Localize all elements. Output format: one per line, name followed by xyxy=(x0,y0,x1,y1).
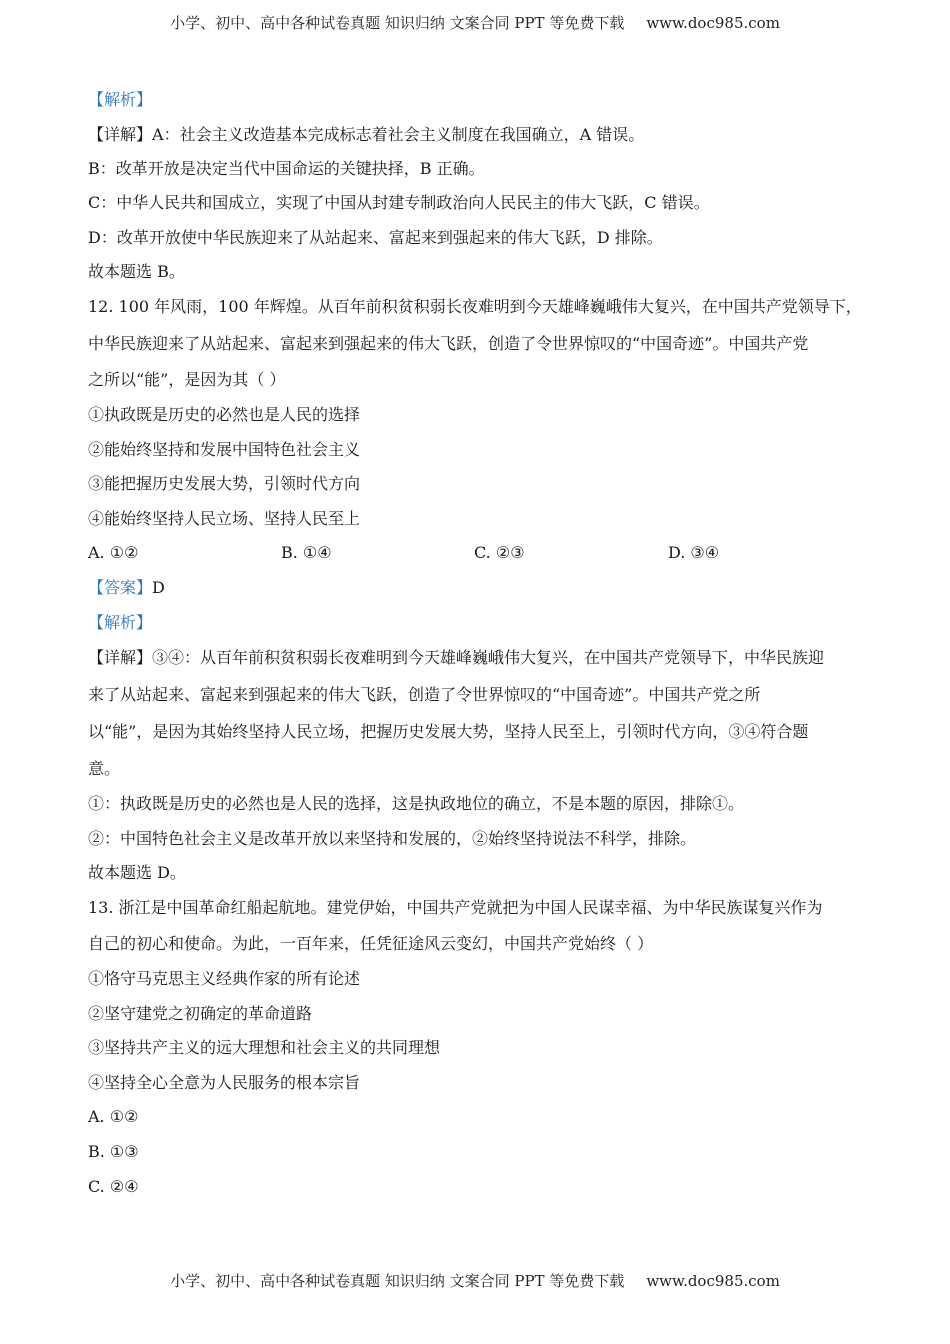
q12-answer xyxy=(88,578,165,598)
jiexi-tag: 【解析】 xyxy=(88,90,153,109)
q13-item-1: ①恪守马克思主义经典作家的所有论述 xyxy=(88,969,361,988)
q13-option-b: B. ①③ xyxy=(88,1142,139,1161)
q12-option-d: D. ③④ xyxy=(668,543,720,562)
q12-conclusion: 故本题选 D。 xyxy=(88,863,186,882)
q12-option-c: C. ②③ xyxy=(474,543,525,562)
q12-item-4: ④能始终坚持人民立场、坚持人民至上 xyxy=(88,509,361,528)
q12-detail-line-6: ②：中国特色社会主义是改革开放以来坚持和发展的，②始终坚持说法不科学，排除。 xyxy=(88,829,697,848)
jiexi-tag: 【解析】 xyxy=(88,613,153,632)
header-site: www.doc985.com xyxy=(646,14,780,32)
q12-detail-line-5: ①：执政既是历史的必然也是人民的选择，这是执政地位的确立，不是本题的原因，排除①。 xyxy=(88,794,745,813)
q12-stem-line-1: 12. 100 年风雨，100 年辉煌。从百年前积贫积弱长夜难明到今天雄峰巍峨伟大复兴，在中国共产党领导下， xyxy=(88,297,862,316)
q11-detail-a xyxy=(88,125,644,145)
answer-tag: 【答案】 xyxy=(88,578,153,597)
q12-detail-line-4: 意。 xyxy=(88,759,121,778)
q12-jiexi-heading xyxy=(88,613,152,633)
footer-site: www.doc985.com xyxy=(646,1272,780,1290)
detail-tag: 【详解】 xyxy=(88,648,153,667)
header-text: 小学、初中、高中各种试卷真题 知识归纳 文案合同 PPT 等免费下载 xyxy=(170,14,625,32)
q12-item-2: ②能始终坚持和发展中国特色社会主义 xyxy=(88,440,361,459)
footer-text: 小学、初中、高中各种试卷真题 知识归纳 文案合同 PPT 等免费下载 xyxy=(170,1272,625,1290)
detail-a-text: A：社会主义改造基本完成标志着社会主义制度在我国确立，A 错误。 xyxy=(152,125,645,144)
q13-option-a: A. ①② xyxy=(88,1107,139,1126)
q12-option-b: B. ①④ xyxy=(281,543,332,562)
q13-stem-line-2: 自己的初心和使命。为此，一百年来，任凭征途风云变幻，中国共产党始终（ ） xyxy=(88,934,654,953)
q12-option-a: A. ①② xyxy=(88,543,139,562)
page-header xyxy=(0,12,950,33)
q12-stem-line-3: 之所以“能”，是因为其（ ） xyxy=(88,370,286,389)
detail-1-text: ③④：从百年前积贫积弱长夜难明到今天雄峰巍峨伟大复兴，在中国共产党领导下，中华民族迎 xyxy=(152,648,825,667)
q11-detail-d: D：改革开放使中华民族迎来了从站起来、富起来到强起来的伟大飞跃，D 排除。 xyxy=(88,228,663,247)
page-footer xyxy=(0,1270,950,1291)
q13-item-4: ④坚持全心全意为人民服务的根本宗旨 xyxy=(88,1073,361,1092)
q11-detail-c: C：中华人民共和国成立，实现了中国从封建专制政治向人民民主的伟大飞跃，C 错误。 xyxy=(88,193,710,212)
q11-conclusion: 故本题选 B。 xyxy=(88,262,185,281)
q13-item-3: ③坚持共产主义的远大理想和社会主义的共同理想 xyxy=(88,1038,441,1057)
detail-tag: 【详解】 xyxy=(88,125,153,144)
q12-options xyxy=(88,543,868,563)
answer-value: D xyxy=(152,578,165,597)
q13-item-2: ②坚守建党之初确定的革命道路 xyxy=(88,1004,313,1023)
q12-item-3: ③能把握历史发展大势，引领时代方向 xyxy=(88,474,361,493)
q12-detail-line-1 xyxy=(88,648,824,668)
q12-detail-line-3: 以“能”，是因为其始终坚持人民立场，把握历史发展大势，坚持人民至上，引领时代方向，③④符合题 xyxy=(88,722,809,741)
q13-option-c: C. ②④ xyxy=(88,1177,139,1196)
q12-item-1: ①执政既是历史的必然也是人民的选择 xyxy=(88,405,361,424)
q11-detail-b: B：改革开放是决定当代中国命运的关键抉择，B 正确。 xyxy=(88,159,485,178)
q12-detail-line-2: 来了从站起来、富起来到强起来的伟大飞跃，创造了令世界惊叹的“中国奇迹”。中国共产党之所 xyxy=(88,685,761,704)
q11-jiexi-heading xyxy=(88,90,152,110)
q13-stem-line-1: 13. 浙江是中国革命红船起航地。建党伊始，中国共产党就把为中国人民谋幸福、为中华民族谋复兴作为 xyxy=(88,898,823,917)
q12-stem-line-2: 中华民族迎来了从站起来、富起来到强起来的伟大飞跃，创造了令世界惊叹的“中国奇迹”。中国共产党 xyxy=(88,334,809,353)
